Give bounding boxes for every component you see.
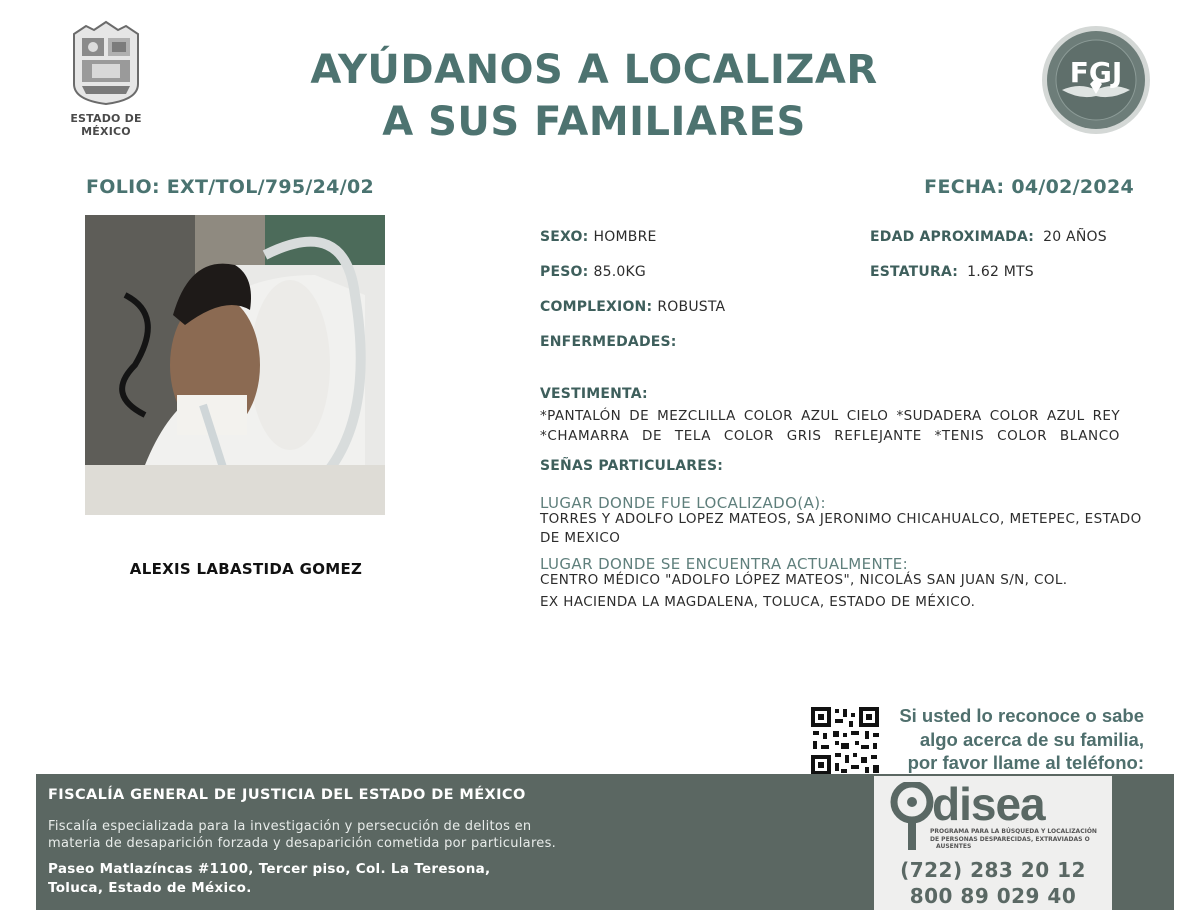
fgj-seal-icon [1040,24,1152,136]
title-line-2: A SUS FAMILIARES [382,99,806,145]
qr-code-icon [809,705,881,777]
footer-address [48,860,648,898]
edad-row [870,226,1107,245]
vestimenta-line-1: *PANTALÓN DE MEZCLILLA COLOR AZUL CIELO *SUDADERA COLOR AZUL REY [540,408,1120,424]
lugar-actual-line-2: EX HACIENDA LA MAGDALENA, TOLUCA, ESTADO DE MÉXICO. [540,594,976,610]
footer-heading: FISCALÍA GENERAL DE JUSTICIA DEL ESTADO DE MÉXICO [48,787,526,803]
footer-address-line-1: Paseo Matlazíncas #1100, Tercer piso, Col. La Teresona, [48,861,491,877]
lugar-localizado-label: LUGAR DONDE FUE LOCALIZADO(A): [540,494,826,512]
peso-row [540,261,646,280]
odisea-brand: disea [932,778,1045,830]
folio-number: FOLIO: EXT/TOL/795/24/02 [86,176,374,198]
page-title [200,44,988,148]
vestimenta-line-2: *CHAMARRA DE TELA COLOR GRIS REFLEJANTE *TENIS COLOR BLANCO [540,428,1120,444]
sexo-value: HOMBRE [593,229,657,245]
peso-label: PESO: [540,264,589,280]
footer-description-line-1: Fiscalía especializada para la investigación y persecución de delitos en [48,819,532,834]
edad-label: EDAD APROXIMADA: [870,229,1035,245]
lugar-actual-label: LUGAR DONDE SE ENCUENTRA ACTUALMENTE: [540,555,909,573]
odisea-program-line-1: PROGRAMA PARA LA BÚSQUEDA Y LOCALIZACIÓN [930,828,1097,835]
senas-particulares-label: SEÑAS PARTICULARES: [540,458,724,474]
edad-value: 20 AÑOS [1043,229,1107,245]
footer-description [48,818,648,852]
estatura-label: ESTATURA: [870,264,959,280]
complexion-row [540,296,725,315]
odisea-panel [874,776,1112,910]
estado-de-mexico-caption: ESTADO DE MÉXICO [70,112,142,138]
lugar-localizado-line-2: DE MEXICO [540,530,621,546]
contact-prompt [882,704,1144,775]
vestimenta-label: VESTIMENTA: [540,386,648,402]
odisea-program-line-3: AUSENTES [936,843,972,850]
photo-placeholder-image [85,215,385,515]
fgj-logo [1040,24,1152,136]
phone-number-1[interactable]: (722) 283 20 12 [900,858,1086,882]
estatura-value: 1.62 MTS [967,264,1034,280]
lugar-localizado-line-1: TORRES Y ADOLFO LOPEZ MATEOS, SA JERONIMO CHICAHUALCO, METEPEC, ESTADO [540,511,1142,527]
sexo-label: SEXO: [540,229,589,245]
contact-prompt-line-1: Si usted lo reconoce o sabe [899,705,1144,726]
complexion-label: COMPLEXION: [540,299,653,315]
sexo-row [540,226,657,245]
contact-prompt-line-3: por favor llame al teléfono: [907,752,1144,773]
fgj-logo-text: FGJ [1069,56,1123,89]
footer-description-line-2: materia de desaparición forzada y desaparición cometida por particulares. [48,836,557,851]
peso-value: 85.0KG [593,264,646,280]
person-name: ALEXIS LABASTIDA GOMEZ [129,560,363,578]
title-line-1: AYÚDANOS A LOCALIZAR [310,47,878,93]
complexion-value: ROBUSTA [657,299,726,315]
estado-de-mexico-logo [44,20,168,138]
qr-code[interactable] [809,705,881,777]
lugar-actual-line-1: CENTRO MÉDICO "ADOLFO LÓPEZ MATEOS", NICOLÁS SAN JUAN S/N, COL. [540,572,1068,588]
case-date: FECHA: 04/02/2024 [924,176,1134,198]
contact-prompt-line-2: algo acerca de su familia, [919,728,1144,750]
odisea-program-line-2: DE PERSONAS DESPARECIDAS, EXTRAVIADAS O [930,835,1090,843]
enfermedades-row [540,331,677,350]
coat-of-arms-icon [66,20,146,106]
odisea-pin-icon [890,782,934,852]
footer-address-line-2: Toluca, Estado de México. [48,880,252,896]
enfermedades-label: ENFERMEDADES: [540,334,677,350]
odisea-program-text [930,828,1100,851]
estatura-row [870,261,1034,280]
phone-number-2[interactable]: 800 89 029 40 [909,884,1077,908]
person-photo [85,215,385,515]
